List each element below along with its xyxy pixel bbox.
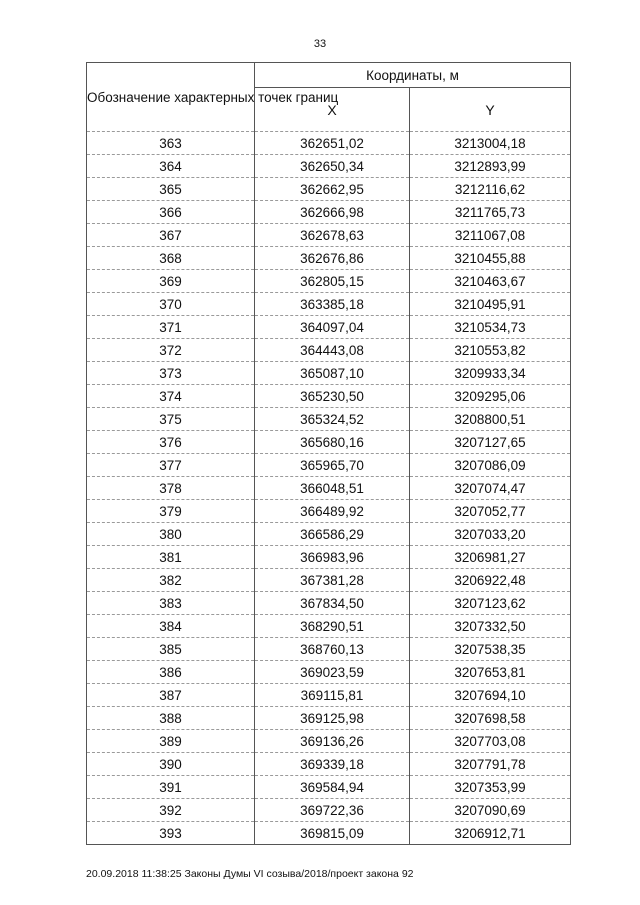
point-number-cell: 390 xyxy=(87,753,255,776)
y-coordinate-cell: 3207332,50 xyxy=(410,615,571,638)
point-number-cell: 386 xyxy=(87,661,255,684)
x-coordinate-cell: 369339,18 xyxy=(255,753,410,776)
point-number-cell: 380 xyxy=(87,523,255,546)
x-coordinate-cell: 366983,96 xyxy=(255,546,410,569)
point-number-cell: 385 xyxy=(87,638,255,661)
table-row xyxy=(87,592,571,615)
x-coordinate-cell: 369023,59 xyxy=(255,661,410,684)
table-row xyxy=(87,661,571,684)
y-coordinate-cell: 3210463,67 xyxy=(410,270,571,293)
footer-document-path: 20.09.2018 11:38:25 Законы Думы VI созыва/2018/проект закона 92 xyxy=(86,868,414,880)
y-coordinate-cell: 3207694,10 xyxy=(410,684,571,707)
y-coordinate-cell: 3206912,71 xyxy=(410,822,571,845)
y-coordinate-cell: 3209295,06 xyxy=(410,385,571,408)
page-number: 33 xyxy=(313,38,327,50)
table-row xyxy=(87,339,571,362)
x-coordinate-cell: 364443,08 xyxy=(255,339,410,362)
point-number-cell: 381 xyxy=(87,546,255,569)
coordinates-group-header: Координаты, м xyxy=(255,63,571,88)
x-coordinate-cell: 366048,51 xyxy=(255,477,410,500)
table-row xyxy=(87,408,571,431)
x-coordinate-cell: 365680,16 xyxy=(255,431,410,454)
point-number-cell: 384 xyxy=(87,615,255,638)
y-coordinate-cell: 3207086,09 xyxy=(410,454,571,477)
x-coordinate-cell: 365230,50 xyxy=(255,385,410,408)
table-header xyxy=(87,63,571,132)
y-coordinate-cell: 3206981,27 xyxy=(410,546,571,569)
point-number-cell: 369 xyxy=(87,270,255,293)
y-coordinate-cell: 3207052,77 xyxy=(410,500,571,523)
x-coordinate-cell: 365965,70 xyxy=(255,454,410,477)
table-row xyxy=(87,500,571,523)
point-column-header: Обозначение характерных точек границ xyxy=(87,63,255,132)
y-column-header: Y xyxy=(410,88,571,132)
y-coordinate-cell: 3211765,73 xyxy=(410,201,571,224)
table-row xyxy=(87,293,571,316)
point-number-cell: 388 xyxy=(87,707,255,730)
y-coordinate-cell: 3209933,34 xyxy=(410,362,571,385)
x-coordinate-cell: 362666,98 xyxy=(255,201,410,224)
x-coordinate-cell: 362676,86 xyxy=(255,247,410,270)
point-number-cell: 393 xyxy=(87,822,255,845)
x-coordinate-cell: 369584,94 xyxy=(255,776,410,799)
table-row xyxy=(87,753,571,776)
table-row xyxy=(87,776,571,799)
table-row xyxy=(87,454,571,477)
table-row xyxy=(87,569,571,592)
table-row xyxy=(87,178,571,201)
x-column-header: X xyxy=(255,88,410,132)
point-number-cell: 377 xyxy=(87,454,255,477)
x-coordinate-cell: 367834,50 xyxy=(255,592,410,615)
x-coordinate-cell: 369722,36 xyxy=(255,799,410,822)
point-number-cell: 387 xyxy=(87,684,255,707)
y-coordinate-cell: 3212893,99 xyxy=(410,155,571,178)
x-coordinate-cell: 365324,52 xyxy=(255,408,410,431)
table-row xyxy=(87,132,571,155)
y-coordinate-cell: 3206922,48 xyxy=(410,569,571,592)
point-number-cell: 372 xyxy=(87,339,255,362)
y-coordinate-cell: 3207791,78 xyxy=(410,753,571,776)
x-coordinate-cell: 369115,81 xyxy=(255,684,410,707)
y-coordinate-cell: 3210534,73 xyxy=(410,316,571,339)
point-number-cell: 371 xyxy=(87,316,255,339)
table-row xyxy=(87,247,571,270)
y-coordinate-cell: 3207090,69 xyxy=(410,799,571,822)
table-row xyxy=(87,201,571,224)
x-coordinate-cell: 362662,95 xyxy=(255,178,410,201)
x-coordinate-cell: 363385,18 xyxy=(255,293,410,316)
x-coordinate-cell: 364097,04 xyxy=(255,316,410,339)
table-row xyxy=(87,270,571,293)
point-number-cell: 376 xyxy=(87,431,255,454)
table-row xyxy=(87,546,571,569)
point-number-cell: 364 xyxy=(87,155,255,178)
point-number-cell: 363 xyxy=(87,132,255,155)
table-row xyxy=(87,155,571,178)
y-coordinate-cell: 3207127,65 xyxy=(410,431,571,454)
x-coordinate-cell: 362651,02 xyxy=(255,132,410,155)
point-number-cell: 368 xyxy=(87,247,255,270)
x-coordinate-cell: 368760,13 xyxy=(255,638,410,661)
x-coordinate-cell: 369136,26 xyxy=(255,730,410,753)
y-coordinate-cell: 3208800,51 xyxy=(410,408,571,431)
point-number-cell: 378 xyxy=(87,477,255,500)
x-coordinate-cell: 365087,10 xyxy=(255,362,410,385)
point-number-cell: 370 xyxy=(87,293,255,316)
table-row xyxy=(87,707,571,730)
point-number-cell: 373 xyxy=(87,362,255,385)
x-coordinate-cell: 362805,15 xyxy=(255,270,410,293)
y-coordinate-cell: 3211067,08 xyxy=(410,224,571,247)
point-number-cell: 389 xyxy=(87,730,255,753)
y-coordinate-cell: 3213004,18 xyxy=(410,132,571,155)
table-row xyxy=(87,477,571,500)
point-number-cell: 366 xyxy=(87,201,255,224)
point-number-cell: 375 xyxy=(87,408,255,431)
table-row xyxy=(87,799,571,822)
y-coordinate-cell: 3207353,99 xyxy=(410,776,571,799)
y-coordinate-cell: 3207033,20 xyxy=(410,523,571,546)
y-coordinate-cell: 3207703,08 xyxy=(410,730,571,753)
table-row xyxy=(87,224,571,247)
table-row xyxy=(87,822,571,845)
table-body xyxy=(87,132,571,845)
y-coordinate-cell: 3207123,62 xyxy=(410,592,571,615)
table-row xyxy=(87,316,571,339)
x-coordinate-cell: 368290,51 xyxy=(255,615,410,638)
point-number-cell: 383 xyxy=(87,592,255,615)
x-coordinate-cell: 369125,98 xyxy=(255,707,410,730)
y-coordinate-cell: 3210455,88 xyxy=(410,247,571,270)
table-row xyxy=(87,523,571,546)
point-number-cell: 379 xyxy=(87,500,255,523)
table-row xyxy=(87,362,571,385)
y-coordinate-cell: 3212116,62 xyxy=(410,178,571,201)
x-coordinate-cell: 369815,09 xyxy=(255,822,410,845)
point-number-cell: 392 xyxy=(87,799,255,822)
point-number-cell: 365 xyxy=(87,178,255,201)
point-number-cell: 367 xyxy=(87,224,255,247)
y-coordinate-cell: 3210495,91 xyxy=(410,293,571,316)
x-coordinate-cell: 367381,28 xyxy=(255,569,410,592)
table-row xyxy=(87,638,571,661)
y-coordinate-cell: 3210553,82 xyxy=(410,339,571,362)
coordinates-table xyxy=(86,62,571,845)
table-row xyxy=(87,615,571,638)
x-coordinate-cell: 362678,63 xyxy=(255,224,410,247)
x-coordinate-cell: 366489,92 xyxy=(255,500,410,523)
table-row xyxy=(87,385,571,408)
table-row xyxy=(87,730,571,753)
x-coordinate-cell: 366586,29 xyxy=(255,523,410,546)
y-coordinate-cell: 3207653,81 xyxy=(410,661,571,684)
y-coordinate-cell: 3207074,47 xyxy=(410,477,571,500)
table-row xyxy=(87,684,571,707)
table-row xyxy=(87,431,571,454)
x-coordinate-cell: 362650,34 xyxy=(255,155,410,178)
point-number-cell: 374 xyxy=(87,385,255,408)
y-coordinate-cell: 3207698,58 xyxy=(410,707,571,730)
y-coordinate-cell: 3207538,35 xyxy=(410,638,571,661)
point-number-cell: 382 xyxy=(87,569,255,592)
point-number-cell: 391 xyxy=(87,776,255,799)
